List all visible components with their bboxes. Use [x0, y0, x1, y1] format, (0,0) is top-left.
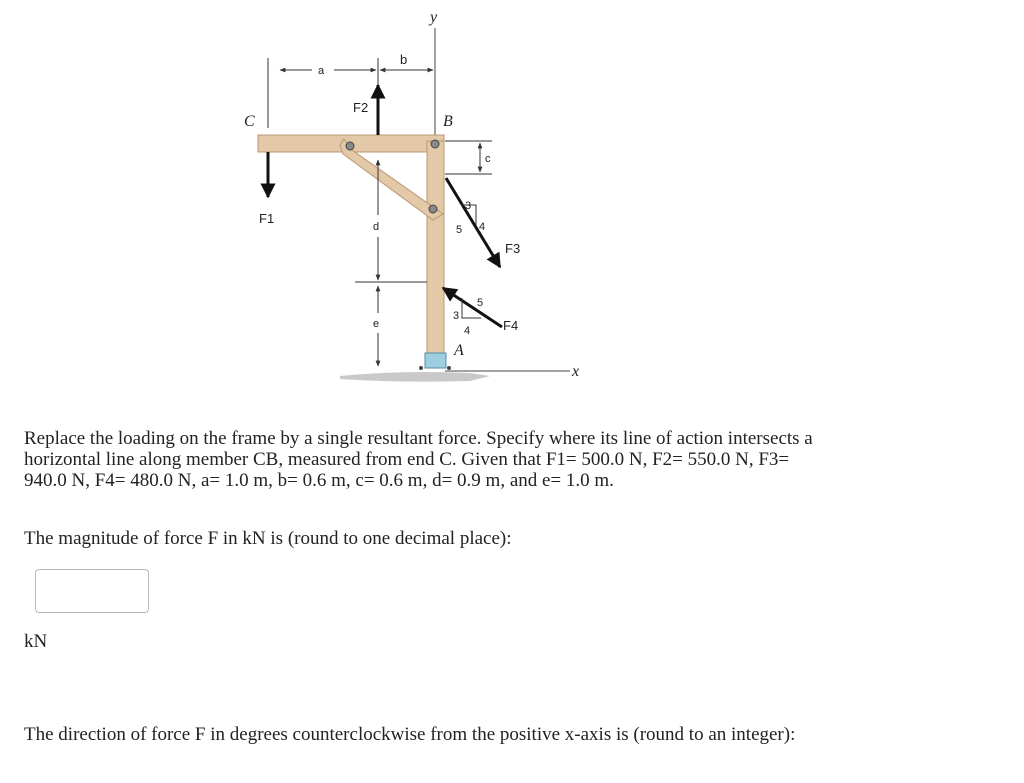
force-f3-label: F3 — [505, 241, 521, 256]
dimension-d-e — [355, 160, 427, 366]
force-f4-label: F4 — [503, 318, 519, 333]
anchor-left — [419, 366, 423, 370]
y-axis-label: y — [430, 9, 438, 26]
anchor-right — [447, 366, 451, 370]
f4-slope-5: 5 — [477, 297, 484, 309]
f4-slope-3: 3 — [453, 310, 460, 322]
pin-brace-bottom — [429, 205, 437, 213]
direction-prompt: The direction of force F in degrees counterclockwise from the positive x-axis is (round to an integer): — [24, 724, 796, 745]
f3-slope-3: 3 — [465, 200, 472, 212]
point-c-label: C — [244, 113, 255, 130]
pin-brace-top — [346, 142, 354, 150]
ground — [340, 372, 490, 382]
magnitude-answer-input[interactable] — [35, 569, 149, 613]
point-a-label: A — [454, 342, 464, 359]
dimension-a-b — [268, 58, 433, 128]
force-f2-label: F2 — [353, 100, 369, 115]
pin-b — [431, 140, 439, 148]
dim-b-label: b — [400, 52, 408, 67]
dim-e-label: e — [373, 318, 380, 330]
force-f4-arrow — [443, 288, 502, 327]
f4-slope-4: 4 — [464, 325, 471, 337]
f3-slope-5: 5 — [456, 224, 463, 236]
dim-a-label: a — [318, 65, 325, 77]
support-a — [425, 353, 446, 368]
point-b-label: B — [443, 113, 453, 130]
force-f1-label: F1 — [259, 211, 275, 226]
question-text: Replace the loading on the frame by a single resultant force. Specify where its line of action intersects a horizontal line along member CB, measured from end C. Given that F1= 500.0 N, F2= 550.0 N, F3= 940.0 N, F4= 480.0 N, a= 1.0 m, b= 0.6 m, c= 0.6 m, d= 0.9 m, and e= 1.0 m. — [24, 428, 813, 491]
f3-slope-4: 4 — [479, 221, 486, 233]
x-axis-label: x — [572, 363, 580, 380]
dim-d-label: d — [373, 221, 380, 233]
force-f3-arrow — [446, 178, 500, 267]
magnitude-prompt: The magnitude of force F in kN is (round to one decimal place): — [24, 528, 512, 549]
magnitude-unit-label: kN — [24, 631, 48, 652]
member-ab — [427, 141, 444, 358]
dim-c-label: c — [485, 153, 491, 165]
